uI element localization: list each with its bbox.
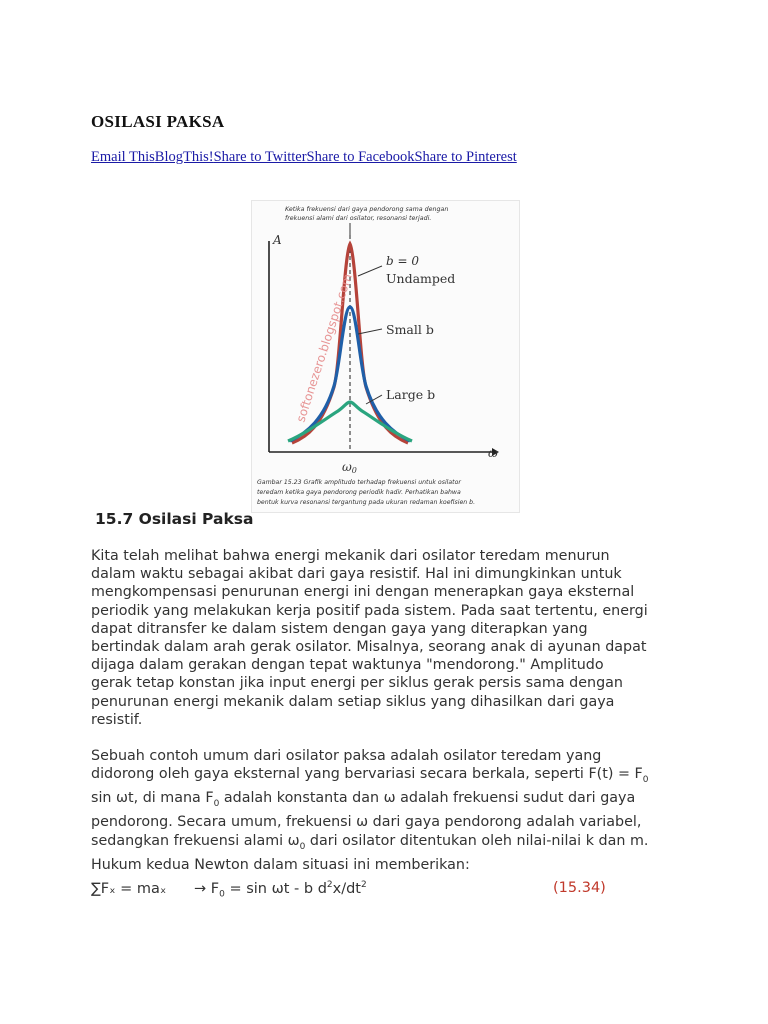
p1-line: Kita telah melihat bahwa energi mekanik dari osilator teredam menurun bbox=[91, 548, 610, 564]
label-small-b: Small b bbox=[386, 322, 434, 337]
paragraph-2 bbox=[91, 747, 691, 874]
figure-caption-line3: bentuk kurva resonansi tergantung pada ukuran redaman koefisien b. bbox=[257, 499, 476, 506]
label-b-zero: b = 0 bbox=[386, 254, 419, 268]
share-pinterest-link[interactable]: Share to Pinterest bbox=[414, 149, 517, 165]
p1-line: penurunan energi mekanik dalam setiap siklus yang dihasilkan dari gaya bbox=[91, 693, 615, 710]
p1-line: gerak tetap konstan jika input energi per siklus gerak persis sama dengan bbox=[91, 675, 623, 692]
figure-top-caption-line2: frekuensi alami dari osilator, resonansi terjadi. bbox=[285, 215, 432, 222]
p2-line: Sebuah contoh umum dari osilator paksa adalah osilator teredam yang bbox=[91, 748, 602, 764]
resonance-figure bbox=[251, 200, 520, 513]
p2-line: Hukum kedua Newton dalam situasi ini memberikan: bbox=[91, 856, 470, 873]
p1-line: mengkompensasi penurunan energi ini dengan menerapkan gaya eksternal bbox=[91, 584, 635, 601]
figure-caption-line2: teredam ketika gaya pendorong periodik hadir. Perhatikan bahwa bbox=[257, 489, 461, 496]
resonance-graph bbox=[252, 201, 519, 512]
p2-line: sin ωt, di mana $F_0$ adalah konstanta dan ω adalah frekuensi sudut dari gaya bbox=[91, 790, 636, 810]
share-facebook-link[interactable]: Share to Facebook bbox=[306, 149, 415, 165]
label-large-b: Large b bbox=[386, 387, 436, 402]
small-b-pointer bbox=[358, 329, 382, 334]
figure-caption-line1: Gambar 15.23 Grafik amplitudo terhadap frekuensi untuk osilator bbox=[257, 479, 461, 486]
p1-line: bertindak dalam arah gerak osilator. Misalnya, seorang anak di ayunan dapat bbox=[91, 639, 647, 656]
equation-number: (15.34) bbox=[553, 880, 606, 896]
p1-line: dijaga dalam gerakan dengan tepat waktunya "mendorong." Amplitudo bbox=[91, 657, 604, 674]
watermark: softonezero.blogspot.com bbox=[293, 271, 355, 424]
share-twitter-link[interactable]: Share to Twitter bbox=[213, 149, 307, 165]
p2-line: didorong oleh gaya eksternal yang bervariasi secara berkala, seperti $F(t) = F_0$ bbox=[91, 766, 649, 786]
blogthis-link[interactable]: BlogThis! bbox=[154, 149, 214, 165]
share-links bbox=[91, 149, 517, 166]
email-this-link[interactable]: Email This bbox=[91, 149, 155, 165]
figure-top-caption-line1: Ketika frekuensi dari gaya pendorong sama dengan bbox=[285, 206, 449, 213]
p2-line: sedangkan frekuensi alami $\omega_0$ dari osilator ditentukan oleh nilai-nilai k dan m. bbox=[91, 832, 649, 852]
p2-line: pendorong. Secara umum, frekuensi ω dari gaya pendorong adalah variabel, bbox=[91, 814, 642, 831]
y-axis-label: A bbox=[273, 233, 282, 247]
undamped-pointer bbox=[358, 266, 382, 276]
paragraph-1 bbox=[91, 547, 691, 729]
section-heading: 15.7 Osilasi Paksa bbox=[95, 510, 254, 528]
omega0-tick-label: ω0 bbox=[342, 460, 357, 475]
equation-body: ∑Fₓ = maₓ → $F_0 = \sin \omega t - b$ $d^2x/dt^2$ bbox=[91, 880, 367, 900]
post-title: OSILASI PAKSA bbox=[91, 112, 225, 131]
p1-line: periodik yang melakukan kerja positif pada sistem. Pada saat tertentu, energi bbox=[91, 602, 648, 619]
p1-line: dapat ditransfer ke dalam sistem dengan gaya yang diterapkan yang bbox=[91, 620, 588, 637]
label-undamped: Undamped bbox=[386, 271, 456, 286]
p1-line: resistif. bbox=[91, 711, 143, 728]
x-axis-label: ω bbox=[488, 446, 498, 460]
p1-line: dalam waktu sebagai akibat dari gaya resistif. Hal ini dimungkinkan untuk bbox=[91, 566, 622, 583]
